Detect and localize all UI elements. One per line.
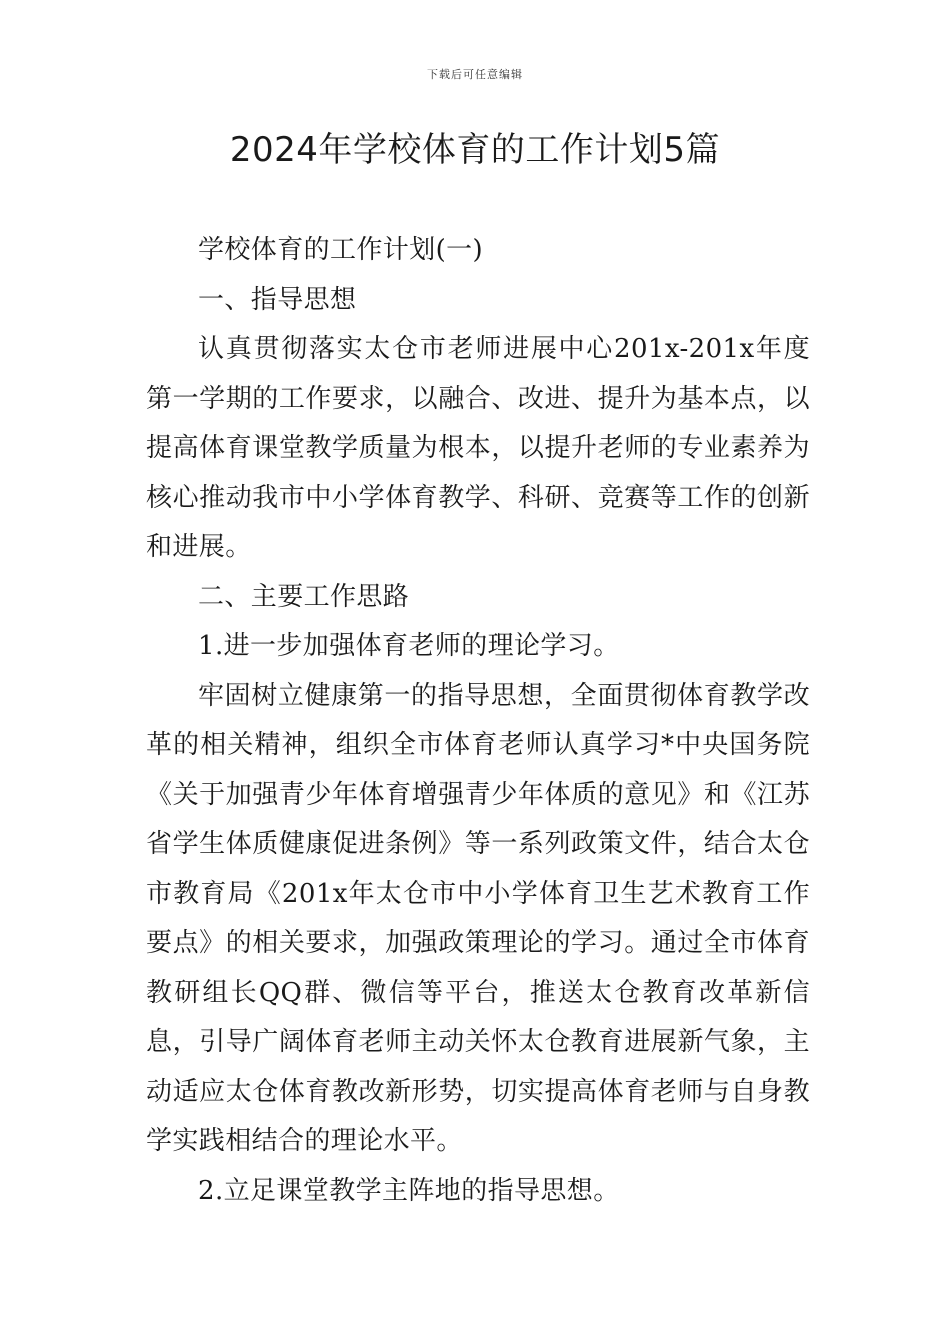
page-header-note: 下载后可任意编辑 xyxy=(427,68,523,81)
paragraph-theory-study: 牢固树立健康第一的指导思想，全面贯彻体育教学改革的相关精神，组织全市体育老师认真学习*中央国务院《关于加强青少年体育增强青少年体质的意见》和《江苏省学生体质健康促进条例》等一系列政策文件，结合太仓市教育局《201x年太仓市中小学体育卫生艺术教育工作要点》的相关要求，加强政策理论的学习。通过全市体育教研组长QQ群、微信等平台，推送太仓教育改革新信息，引导广阔体育老师主动关怀太仓教育进展新气象，主动适应太仓体育教改新形势，切实提高体育老师与自身教学实践相结合的理论水平。 xyxy=(146,680,810,1156)
paragraph-guiding-ideology: 认真贯彻落实太仓市老师进展中心201x-201x年度第一学期的工作要求，以融合、改进、提升为基本点，以提高体育课堂教学质量为根本，以提升老师的专业素养为核心推动我市中小学体育教学、科研、竞赛等工作的创新和进展。 xyxy=(146,334,810,562)
heading-guiding-ideology: 一、指导思想 xyxy=(198,284,357,315)
subheading-theory-study: 1.进一步加强体育老师的理论学习。 xyxy=(198,631,620,661)
section-heading-plan-one: 学校体育的工作计划(一) xyxy=(198,235,484,265)
document-title: 2024年学校体育的工作计划5篇 xyxy=(229,130,721,170)
heading-main-work-ideas: 二、主要工作思路 xyxy=(198,581,410,612)
subheading-classroom-teaching: 2.立足课堂教学主阵地的指导思想。 xyxy=(198,1175,620,1206)
document-body xyxy=(146,226,810,1216)
